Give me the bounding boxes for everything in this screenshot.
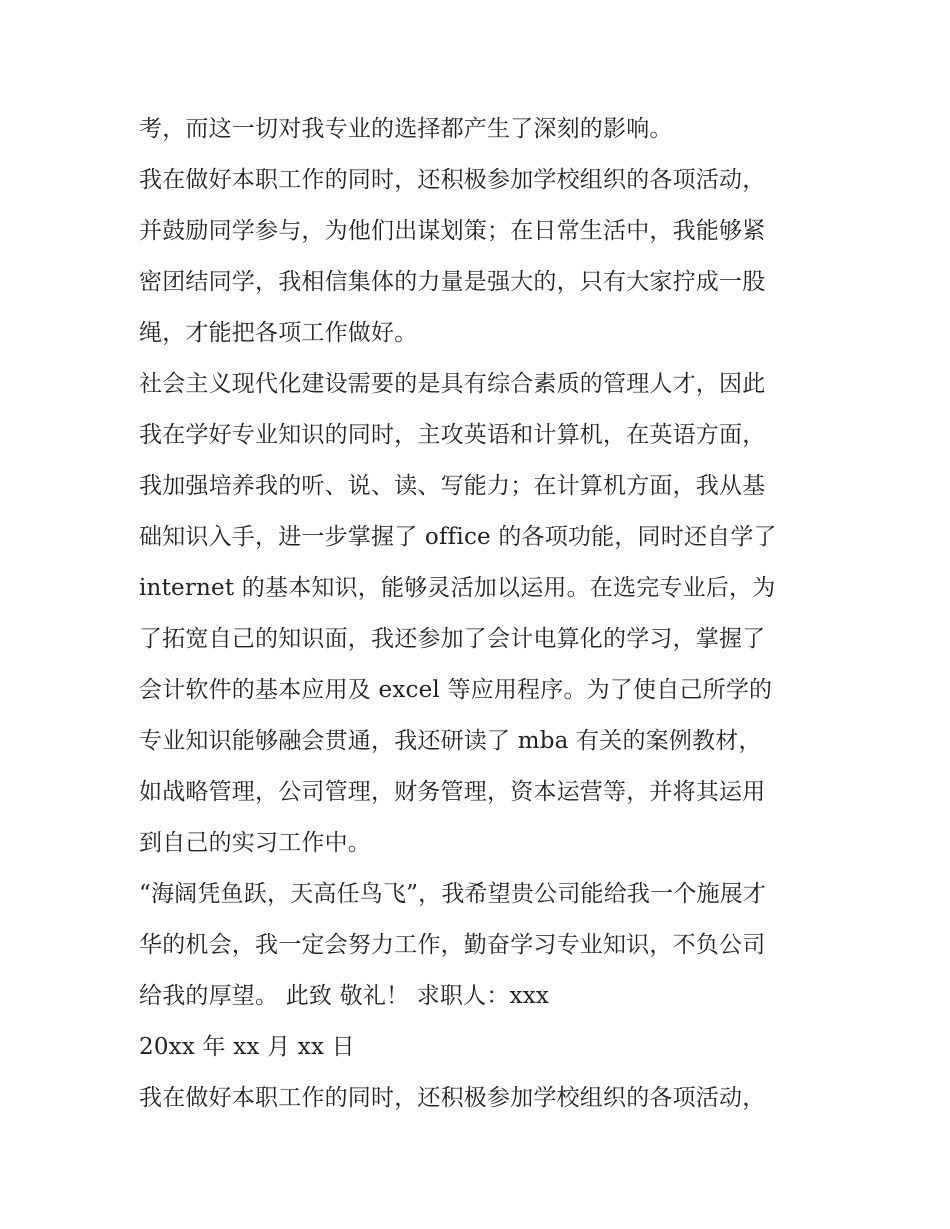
- document-body: [139, 104, 829, 1124]
- text-line: 我加强培养我的听、说、读、写能力；在计算机方面，我从基: [139, 473, 766, 499]
- text-line: 专业知识能够融会贯通，我还研读了 mba 有关的案例教材，: [139, 728, 762, 754]
- text-line: 密团结同学，我相信集体的力量是强大的，只有大家拧成一股: [139, 269, 766, 295]
- text-line: 础知识入手，进一步掌握了 office 的各项功能，同时还自学了: [139, 524, 777, 550]
- signature-line: 给我的厚望。 此致 敬礼！ 求职人：xxx: [139, 983, 550, 1009]
- text-line: 我在做好本职工作的同时，还积极参加学校组织的各项活动，: [139, 1085, 766, 1111]
- text-line: 会计软件的基本应用及 excel 等应用程序。为了使自己所学的: [139, 677, 773, 703]
- text-line: 绳，才能把各项工作做好。: [139, 320, 418, 346]
- text-line: 我在做好本职工作的同时，还积极参加学校组织的各项活动，: [139, 167, 766, 193]
- date-line: 20xx 年 xx 月 xx 日: [139, 1034, 355, 1060]
- text-line: “海阔凭鱼跃，天高任鸟飞”，我希望贵公司能给我一个施展才: [139, 881, 767, 907]
- text-line: 我在学好专业知识的同时，主攻英语和计算机，在英语方面，: [139, 422, 766, 448]
- text-line: 华的机会，我一定会努力工作，勤奋学习专业知识，不负公司: [139, 932, 766, 958]
- text-line: 并鼓励同学参与，为他们出谋划策；在日常生活中，我能够紧: [139, 218, 766, 244]
- text-line: 社会主义现代化建设需要的是具有综合素质的管理人才，因此: [139, 371, 766, 397]
- text-line: 到自己的实习工作中。: [139, 830, 371, 856]
- text-line: 如战略管理，公司管理，财务管理，资本运营等，并将其运用: [139, 779, 766, 805]
- text-line: 考，而这一切对我专业的选择都产生了深刻的影响。: [139, 116, 673, 142]
- text-line: internet 的基本知识，能够灵活加以运用。在选完专业后，为: [139, 575, 776, 601]
- text-line: 了拓宽自己的知识面，我还参加了会计电算化的学习，掌握了: [139, 626, 766, 652]
